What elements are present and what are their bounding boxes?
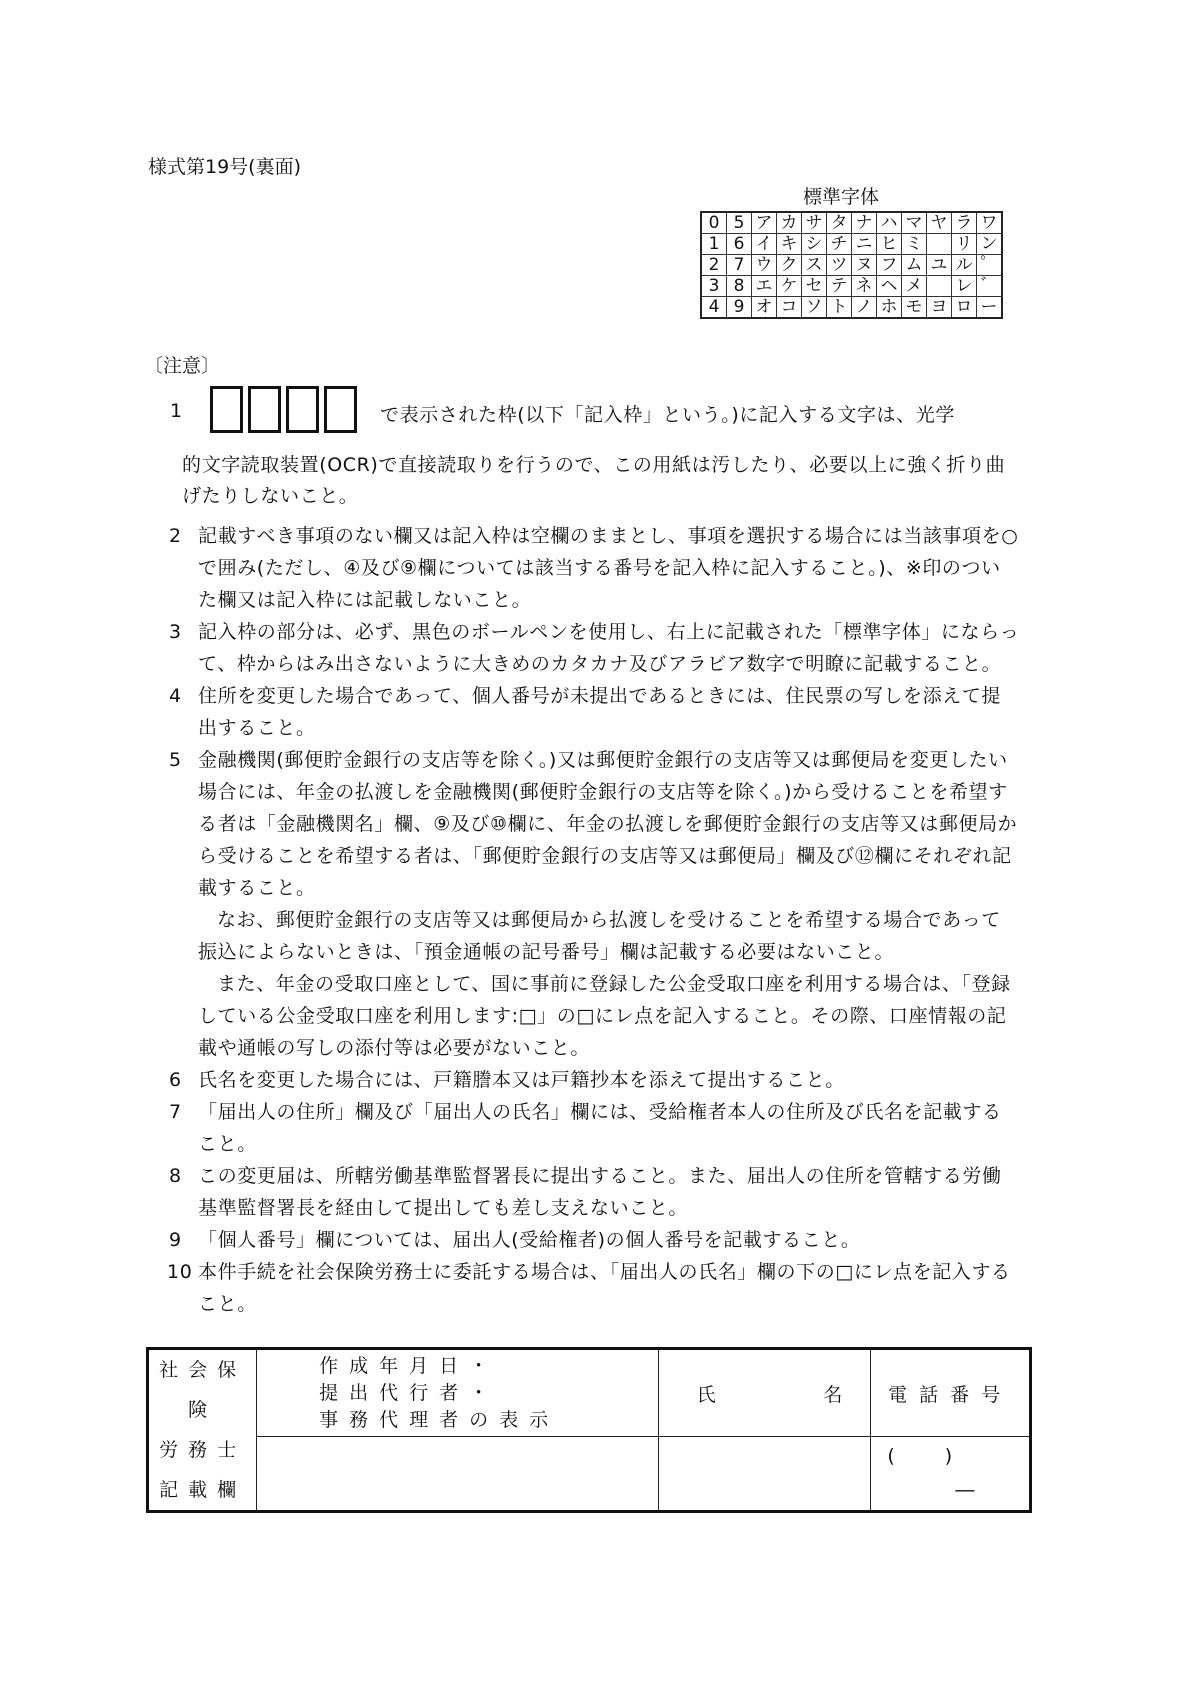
standard-font-cell: ケ: [777, 276, 802, 297]
standard-font-cell: リ: [952, 234, 977, 255]
note-item: [170, 1224, 1020, 1256]
standard-font-cell: カ: [777, 212, 802, 234]
standard-font-cell: ユ: [927, 255, 952, 276]
standard-font-cell: ゛: [977, 276, 1003, 297]
note-item: [170, 616, 1020, 680]
name-field[interactable]: [658, 1437, 871, 1512]
note-item: [170, 1160, 1020, 1224]
standard-font-row: [701, 255, 1002, 276]
standard-font-cell: エ: [752, 276, 777, 297]
standard-font-cell: マ: [902, 212, 927, 234]
standard-font-cell: 6: [727, 234, 752, 255]
name-header: 氏 名: [658, 1349, 871, 1437]
note-text: で表示された枠(以下「記入枠」という。)に記入する文字は、光学: [380, 404, 955, 426]
note-number: 10: [167, 1261, 193, 1283]
form-id: 様式第19号(裏面): [148, 156, 302, 178]
standard-font-cell: ハ: [877, 212, 902, 234]
standard-font-row: [701, 297, 1002, 319]
standard-font-cell: 7: [727, 255, 752, 276]
note-number: 5: [169, 749, 182, 771]
standard-font-cell: メ: [902, 276, 927, 297]
standard-font-cell: [927, 234, 952, 255]
note-text: なお、郵便貯金銀行の支店等又は郵便局から払渡しを受けることを希望する場合であって振込によらないときは、「預金通帳の記号番号」欄は記載する必要はないこと。: [198, 909, 1001, 963]
note-item: [170, 1096, 1020, 1160]
phone-header: 電話番号: [871, 1349, 1031, 1437]
standard-font-cell: ナ: [852, 212, 877, 234]
note-text: 的文字読取装置(OCR)で直接読取りを行うので、この用紙は汚したり、必要以上に強く折り曲げたりしないこと。: [182, 454, 1006, 507]
note-text: 記載すべき事項のない欄又は記入枠は空欄のままとし、事項を選択する場合には当該事項を○で囲み(ただし、④及び⑨欄については該当する番号を記入枠に記入すること。)、※印のついた欄又は記入枠には記載しないこと。: [198, 525, 1019, 611]
notes-list: [167, 520, 1020, 1320]
phone-area-code-parens: (): [887, 1445, 1003, 1467]
standard-font-cell: ミ: [902, 234, 927, 255]
standard-font-cell: ネ: [852, 276, 877, 297]
standard-font-cell: 1: [701, 234, 727, 255]
note-paragraph: [170, 904, 1020, 968]
standard-font-cell: 0: [701, 212, 727, 234]
note-text: 「届出人の住所」欄及び「届出人の氏名」欄には、受給権者本人の住所及び氏名を記載すること。: [198, 1101, 1002, 1155]
standard-font-cell: ゜: [977, 255, 1003, 276]
standard-font-cell: コ: [777, 297, 802, 319]
standard-font-cell: シ: [802, 234, 827, 255]
note-number: 6: [169, 1069, 182, 1091]
standard-font-cell: オ: [752, 297, 777, 319]
note-text: 記入枠の部分は、必ず、黒色のボールペンを使用し、右上に記載された「標準字体」にならって、枠からはみ出さないように大きめのカタカナ及びアラビア数字で明瞭に記載すること。: [198, 621, 1020, 675]
standard-font-cell: レ: [952, 276, 977, 297]
standard-font-title: 標準字体: [803, 186, 880, 208]
standard-font-cell: ヌ: [852, 255, 877, 276]
note-number: 8: [169, 1165, 182, 1187]
standard-font-cell: テ: [827, 276, 852, 297]
standard-font-cell: ヨ: [927, 297, 952, 319]
standard-font-cell: モ: [902, 297, 927, 319]
standard-font-cell: 3: [701, 276, 727, 297]
standard-font-cell: ワ: [977, 212, 1003, 234]
note-item: [170, 520, 1020, 616]
standard-font-cell: ー: [977, 297, 1003, 319]
note-text: 氏名を変更した場合には、戸籍謄本又は戸籍抄本を添えて提出すること。: [198, 1069, 845, 1091]
standard-font-cell: 4: [701, 297, 727, 319]
note-item: [170, 680, 1020, 744]
standard-font-cell: ロ: [952, 297, 977, 319]
standard-font-cell: ア: [752, 212, 777, 234]
standard-font-table: [700, 211, 1003, 319]
note-number: 4: [169, 685, 182, 707]
ocr-box: [286, 386, 319, 433]
note-text: この変更届は、所轄労働基準監督署長に提出すること。また、届出人の住所を管轄する労働基準監督署長を経由して提出しても差し支えないこと。: [198, 1165, 1002, 1219]
sharoshi-entry-table: [146, 1347, 1032, 1513]
note-item: [170, 744, 1020, 904]
standard-font-cell: サ: [802, 212, 827, 234]
representative-field[interactable]: [257, 1437, 658, 1512]
ocr-box: [210, 386, 243, 433]
notes-heading: 〔注意〕: [144, 355, 221, 377]
standard-font-cell: チ: [827, 234, 852, 255]
standard-font-cell: ツ: [827, 255, 852, 276]
ocr-box: [324, 386, 357, 433]
note-item: [170, 1064, 1020, 1096]
standard-font-cell: ヒ: [877, 234, 902, 255]
standard-font-cell: タ: [827, 212, 852, 234]
standard-font-cell: ホ: [877, 297, 902, 319]
standard-font-cell: キ: [777, 234, 802, 255]
phone-dash: ―: [955, 1479, 975, 1501]
note-item: [167, 1256, 1020, 1320]
standard-font-cell: ン: [977, 234, 1003, 255]
standard-font-cell: ヤ: [927, 212, 952, 234]
standard-font-row: [701, 212, 1002, 234]
standard-font-cell: ト: [827, 297, 852, 319]
note-number: 9: [169, 1229, 182, 1251]
note-text: 金融機関(郵便貯金銀行の支店等を除く。)又は郵便貯金銀行の支店等又は郵便局を変更したい場合には、年金の払渡しを金融機関(郵便貯金銀行の支店等を除く。)から受けることを希望する者は「金融機関名」欄、⑨及び⑩欄に、年金の払渡しを郵便貯金銀行の支店等又は郵便局から受けることを希望する者は、「郵便貯金銀行の支店等又は郵便局」欄及び⑫欄にそれぞれ記載すること。: [198, 749, 1018, 899]
ocr-box: [248, 386, 281, 433]
standard-font-cell: ソ: [802, 297, 827, 319]
standard-font-cell: セ: [802, 276, 827, 297]
standard-font-cell: 2: [701, 255, 727, 276]
standard-font-cell: ノ: [852, 297, 877, 319]
standard-font-cell: ヘ: [877, 276, 902, 297]
standard-font-cell: ラ: [952, 212, 977, 234]
note-number: 7: [169, 1101, 182, 1123]
sharoshi-label: 社会保険 労務士 記載欄: [148, 1349, 257, 1512]
note-text: 本件手続を社会保険労務士に委託する場合は、「届出人の氏名」欄の下の□にレ点を記入すること。: [198, 1261, 1011, 1315]
standard-font-cell: フ: [877, 255, 902, 276]
note-text: また、年金の受取口座として、国に事前に登録した公金受取口座を利用する場合は、「登録している公金受取口座を利用します:□」の□にレ点を記入すること。その際、口座情報の記載や通帳の写しの添付等は必要がないこと。: [198, 973, 1011, 1059]
note-number: 3: [169, 621, 182, 643]
standard-font-cell: ル: [952, 255, 977, 276]
note-text: 「個人番号」欄については、届出人(受給権者)の個人番号を記載すること。: [198, 1229, 861, 1251]
standard-font-cell: [927, 276, 952, 297]
note-number: 1: [170, 400, 183, 422]
note-text: 住所を変更した場合であって、個人番号が未提出であるときには、住民票の写しを添えて提出すること。: [198, 685, 1002, 739]
standard-font-cell: ウ: [752, 255, 777, 276]
ocr-box-sample: [210, 386, 372, 436]
standard-font-cell: 8: [727, 276, 752, 297]
standard-font-cell: ム: [902, 255, 927, 276]
standard-font-row: [701, 234, 1002, 255]
standard-font-cell: ク: [777, 255, 802, 276]
standard-font-row: [701, 276, 1002, 297]
standard-font-cell: イ: [752, 234, 777, 255]
representative-header: 作成年月日・ 提出代行者・ 事務代理者の表示: [257, 1349, 658, 1437]
standard-font-cell: 5: [727, 212, 752, 234]
note-paragraph: [170, 968, 1020, 1064]
standard-font-cell: ス: [802, 255, 827, 276]
standard-font-cell: ニ: [852, 234, 877, 255]
standard-font-cell: 9: [727, 297, 752, 319]
phone-field[interactable]: [871, 1437, 1031, 1512]
note-number: 2: [169, 525, 182, 547]
